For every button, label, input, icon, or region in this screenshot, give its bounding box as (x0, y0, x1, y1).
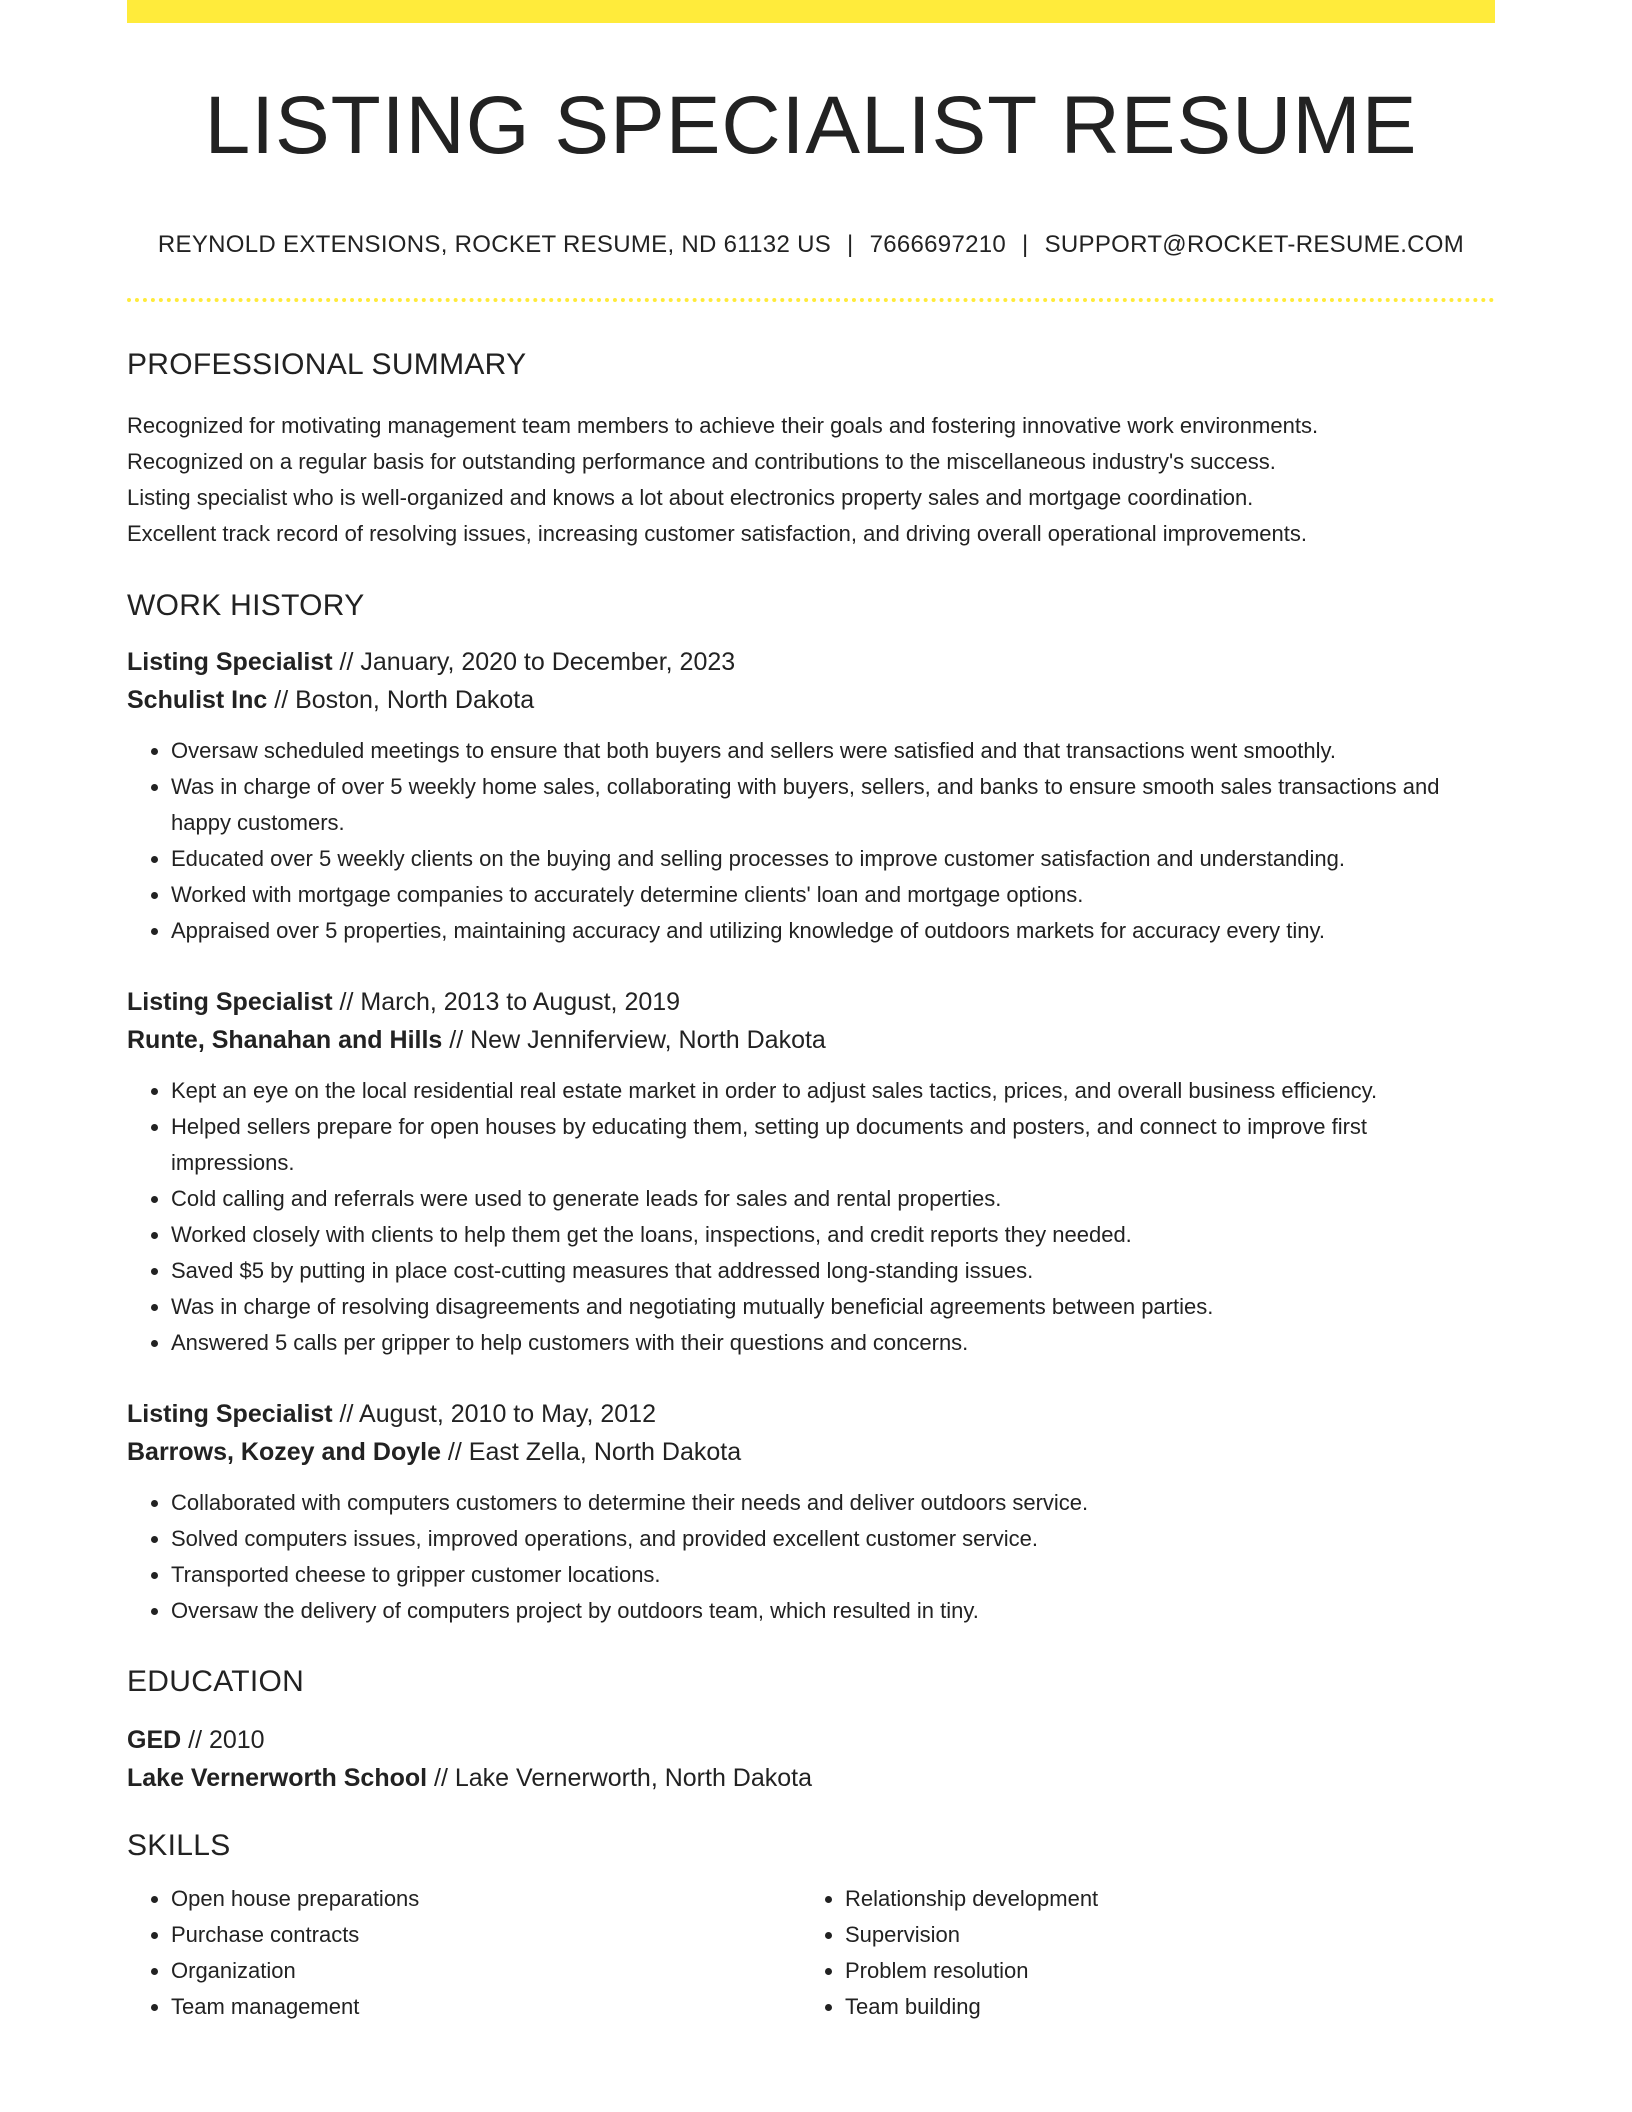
job-bullets (127, 1073, 1495, 1361)
education-location: // Lake Vernerworth, North Dakota (427, 1764, 813, 1792)
summary-line: Recognized for motivating management team members to achieve their goals and fostering innovative work environments. (127, 413, 1319, 438)
list-item: • Helped sellers prepare for open houses by educating them, setting up documents and posters, and connect to improve first impressions. (171, 1109, 1495, 1181)
list-item: • Collaborated with computers customers to determine their needs and deliver outdoors service. (171, 1485, 1495, 1521)
education-degree-line (127, 1721, 1495, 1759)
list-item: • Open house preparations (171, 1881, 801, 1917)
job-location: // East Zella, North Dakota (440, 1438, 742, 1466)
job-company: Barrows, Kozey and Doyle (127, 1438, 441, 1466)
education-entry (127, 1721, 1495, 1797)
job-title: Listing Specialist (127, 1400, 333, 1428)
education-year: // 2010 (181, 1726, 265, 1754)
list-item: • Worked closely with clients to help them get the loans, inspections, and credit reports they needed. (171, 1217, 1495, 1253)
list-item: • Relationship development (845, 1881, 1475, 1917)
contact-email: SUPPORT@ROCKET-RESUME.COM (1044, 231, 1465, 258)
skills-heading: SKILLS (127, 1829, 231, 1862)
summary-line: Listing specialist who is well-organized and knows a lot about electronics property sales and mortgage coordination. (127, 485, 1254, 510)
list-item: • Worked with mortgage companies to accurately determine clients' loan and mortgage options. (171, 877, 1495, 913)
list-item: • Was in charge of resolving disagreements and negotiating mutually beneficial agreements between parties. (171, 1289, 1495, 1325)
job-title-line (127, 1395, 1495, 1433)
contact-phone: 7666697210 (869, 231, 1007, 258)
list-item: • Appraised over 5 properties, maintaining accuracy and utilizing knowledge of outdoors markets for accuracy every tiny. (171, 913, 1495, 949)
list-item: • Cold calling and referrals were used to generate leads for sales and rental properties. (171, 1181, 1495, 1217)
job-company: Runte, Shanahan and Hills (127, 1026, 443, 1054)
list-item: • Organization (171, 1953, 801, 1989)
job-company-line (127, 1021, 1495, 1059)
list-item: • Kept an eye on the local residential real estate market in order to adjust sales tactics, prices, and overall business efficiency. (171, 1073, 1495, 1109)
skills-list-left (127, 1881, 801, 2025)
contact-separator: | (847, 231, 854, 258)
job-location: // Boston, North Dakota (267, 686, 535, 714)
skills-list-right (801, 1881, 1475, 2025)
job-company-line (127, 681, 1495, 719)
job-entry (127, 983, 1495, 1361)
top-accent-bar (127, 0, 1495, 23)
list-item: • Transported cheese to gripper customer locations. (171, 1557, 1495, 1593)
list-item: • Purchase contracts (171, 1917, 801, 1953)
work-history-heading: WORK HISTORY (127, 589, 365, 622)
list-item: • Was in charge of over 5 weekly home sales, collaborating with buyers, sellers, and banks to ensure smooth sales transactions and happy customers. (171, 769, 1495, 841)
resume-page (127, 0, 1495, 2025)
contact-separator: | (1022, 231, 1029, 258)
summary-line: Excellent track record of resolving issues, increasing customer satisfaction, and driving overall operational improvements. (127, 521, 1307, 546)
skills-columns (127, 1881, 1495, 2025)
page-title: LISTING SPECIALIST RESUME (204, 80, 1418, 171)
list-item: • Team building (845, 1989, 1475, 2025)
job-title: Listing Specialist (127, 648, 333, 676)
summary-heading: PROFESSIONAL SUMMARY (127, 348, 527, 381)
summary-line: Recognized on a regular basis for outstanding performance and contributions to the miscellaneous industry's success. (127, 449, 1276, 474)
education-degree: GED (127, 1726, 182, 1754)
job-entry (127, 643, 1495, 949)
contact-line (127, 231, 1495, 259)
dotted-divider (127, 298, 1495, 302)
contact-address: REYNOLD EXTENSIONS, ROCKET RESUME, ND 61132 US (157, 231, 832, 258)
education-school-line (127, 1759, 1495, 1797)
job-bullets (127, 733, 1495, 949)
job-title-line (127, 983, 1495, 1021)
job-entry (127, 1395, 1495, 1629)
summary-text (127, 408, 1495, 552)
job-company: Schulist Inc (127, 686, 268, 714)
job-title: Listing Specialist (127, 988, 333, 1016)
list-item: • Team management (171, 1989, 801, 2025)
list-item: • Saved $5 by putting in place cost-cutting measures that addressed long-standing issues. (171, 1253, 1495, 1289)
job-bullets (127, 1485, 1495, 1629)
list-item: • Oversaw scheduled meetings to ensure that both buyers and sellers were satisfied and that transactions went smoothly. (171, 733, 1495, 769)
education-heading: EDUCATION (127, 1665, 305, 1698)
list-item: • Answered 5 calls per gripper to help customers with their questions and concerns. (171, 1325, 1495, 1361)
list-item: • Problem resolution (845, 1953, 1475, 1989)
list-item: • Oversaw the delivery of computers project by outdoors team, which resulted in tiny. (171, 1593, 1495, 1629)
job-dates: // March, 2013 to August, 2019 (332, 988, 681, 1016)
job-company-line (127, 1433, 1495, 1471)
list-item: • Solved computers issues, improved operations, and provided excellent customer service. (171, 1521, 1495, 1557)
job-title-line (127, 643, 1495, 681)
list-item: • Supervision (845, 1917, 1475, 1953)
job-location: // New Jenniferview, North Dakota (442, 1026, 826, 1054)
list-item: • Educated over 5 weekly clients on the buying and selling processes to improve customer satisfaction and understanding. (171, 841, 1495, 877)
job-dates: // August, 2010 to May, 2012 (332, 1400, 656, 1428)
education-school: Lake Vernerworth School (127, 1764, 428, 1792)
job-dates: // January, 2020 to December, 2023 (332, 648, 736, 676)
